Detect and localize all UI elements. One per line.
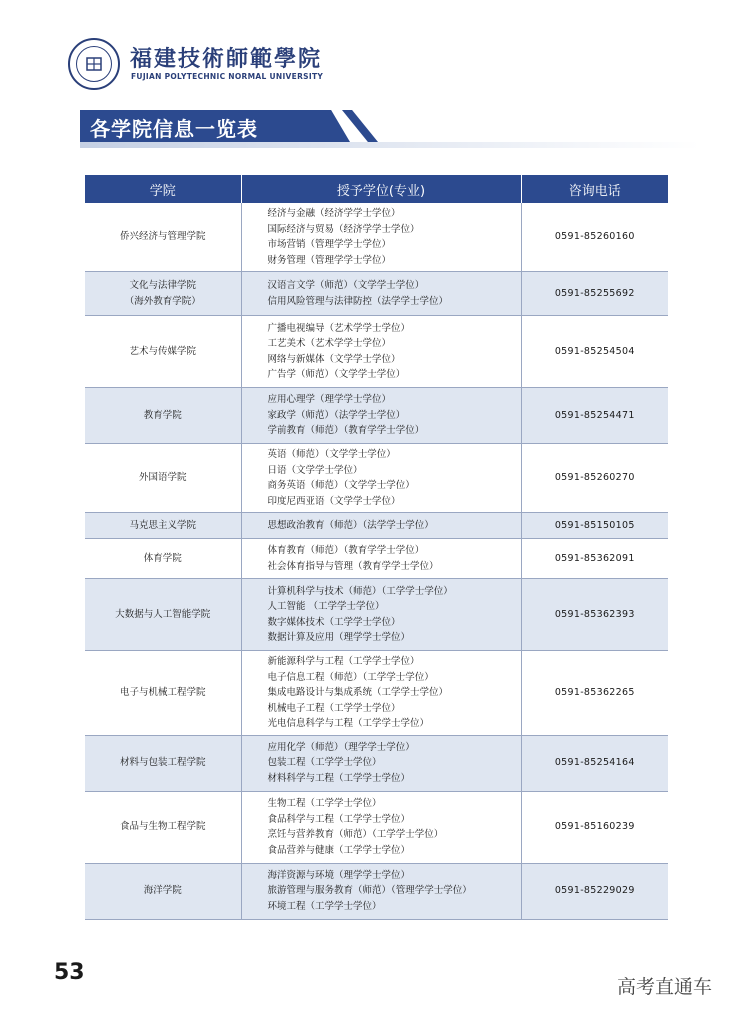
degree-item: 社会体育指导与管理（教育学学士学位） [267, 560, 439, 572]
degrees-cell [241, 579, 521, 651]
degree-item: 食品科学与工程（工学学士学位） [267, 813, 411, 825]
degree-item: 数字媒体技术（工学学士学位） [267, 616, 401, 628]
degree-item: 工艺美术（艺术学学士学位） [267, 338, 392, 349]
college-name: 海洋学院 [143, 885, 182, 897]
degree-item: 信用风险管理与法律防控（法学学士学位） [267, 295, 449, 307]
degree-item: 广告学（师范）（文学学士学位） [267, 369, 406, 380]
degree-item: 家政学（师范）（法学学士学位） [267, 409, 406, 421]
degrees-cell [241, 203, 521, 272]
section-title: 各学院信息一览表 [90, 117, 258, 141]
table-row [85, 444, 668, 513]
degrees-cell [241, 735, 521, 791]
degree-item: 光电信息科学与工程（工学学士学位） [267, 718, 430, 729]
college-info-table [85, 175, 668, 920]
degree-item: 新能源科学与工程（工学学士学位） [267, 656, 420, 667]
degrees-cell [241, 388, 521, 444]
degree-item: 环境工程（工学学士学位） [267, 900, 382, 912]
degree-item: 旅游管理与服务教育（师范）（管理学学士学位） [267, 885, 472, 897]
degree-item: 集成电路设计与集成系统（工学学士学位） [267, 687, 449, 698]
degree-item: 电子信息工程（师范）（工学学士学位） [267, 671, 434, 683]
college-name-cell [85, 203, 241, 272]
table-row [85, 513, 668, 539]
column-header-degrees: 授予学位(专业) [241, 175, 521, 203]
table-row [85, 539, 668, 579]
university-header [68, 36, 368, 92]
degree-item: 汉语言文学（师范）（文学学士学位） [267, 280, 425, 291]
college-name: 文化与法律学院 [129, 280, 196, 291]
college-name: 电子与机械工程学院 [119, 687, 206, 698]
college-name-cell [85, 539, 241, 579]
table-row [85, 388, 668, 444]
degree-item: 计算机科学与技术（师范）（工学学士学位） [267, 585, 453, 597]
table-row [85, 735, 668, 791]
degree-item: 烹饪与营养教育（师范）（工学学士学位） [267, 829, 444, 840]
degree-item: 思想政治教育（师范）（法学学士学位） [267, 519, 434, 531]
college-name-cell [85, 579, 241, 651]
college-name: 体育学院 [143, 552, 182, 564]
degree-item: 数据计算及应用（理学学士学位） [267, 632, 411, 643]
degree-item: 商务英语（师范）（文学学士学位） [267, 480, 415, 491]
phone-cell: 0591-85255692 [521, 272, 668, 316]
degree-item: 市场营销（管理学学士学位） [267, 239, 392, 250]
degrees-cell [241, 444, 521, 513]
degrees-cell [241, 539, 521, 579]
degree-item: 财务管理（管理学学士学位） [267, 254, 392, 266]
column-header-college: 学院 [85, 175, 241, 203]
degree-item: 国际经济与贸易（经济学学士学位） [267, 223, 420, 235]
degrees-cell [241, 651, 521, 736]
degree-item: 海洋资源与环境（理学学士学位） [267, 869, 411, 881]
degree-item: 生物工程（工学学士学位） [267, 798, 382, 809]
degree-item: 英语（师范）（文学学士学位） [267, 449, 396, 460]
phone-cell: 0591-85254504 [521, 316, 668, 388]
degree-item: 机械电子工程（工学学士学位） [267, 702, 401, 714]
college-name: 侨兴经济与管理学院 [119, 231, 206, 243]
degree-item: 日语（文学学士学位） [267, 464, 363, 476]
college-name: 马克思主义学院 [129, 519, 196, 531]
degree-item: 学前教育（师范）（教育学学士学位） [267, 425, 425, 437]
phone-cell: 0591-85260270 [521, 444, 668, 513]
phone-cell: 0591-85160239 [521, 791, 668, 863]
college-name-cell [85, 863, 241, 919]
phone-cell: 0591-85254164 [521, 735, 668, 791]
university-name-cn: 福建技術師範學院 [130, 46, 323, 72]
degree-item: 食品营养与健康（工学学士学位） [267, 844, 411, 856]
degrees-cell [241, 316, 521, 388]
table-row [85, 272, 668, 316]
degree-item: 材料科学与工程（工学学士学位） [267, 772, 411, 784]
college-name: （海外教育学院） [124, 295, 201, 307]
watermark-text: 高考直通车 [617, 976, 713, 998]
university-seal-icon [68, 38, 120, 90]
college-name-cell [85, 316, 241, 388]
page-number: 53 [54, 960, 85, 985]
table-row [85, 791, 668, 863]
degrees-cell [241, 863, 521, 919]
college-name: 食品与生物工程学院 [119, 821, 206, 833]
column-header-phone: 咨询电话 [521, 175, 668, 203]
phone-cell: 0591-85150105 [521, 513, 668, 539]
phone-cell: 0591-85260160 [521, 203, 668, 272]
phone-cell: 0591-85362091 [521, 539, 668, 579]
college-name-cell [85, 444, 241, 513]
university-name-en: FUJIAN POLYTECHNIC NORMAL UNIVERSITY [131, 72, 324, 81]
table-body [85, 203, 668, 919]
degrees-cell [241, 513, 521, 539]
college-name-cell [85, 791, 241, 863]
college-name-cell [85, 388, 241, 444]
degree-item: 印度尼西亚语（文学学士学位） [267, 495, 401, 507]
degree-item: 人工智能 （工学学士学位） [267, 601, 385, 612]
college-name: 材料与包装工程学院 [119, 757, 206, 769]
phone-cell: 0591-85254471 [521, 388, 668, 444]
degree-item: 经济与金融（经济学学士学位） [267, 208, 401, 219]
college-name: 外国语学院 [138, 472, 187, 484]
degree-item: 应用心理学（理学学士学位） [267, 394, 392, 406]
degrees-cell [241, 272, 521, 316]
degree-item: 包装工程（工学学士学位） [267, 757, 382, 769]
table-header-row [85, 175, 668, 203]
college-name: 艺术与传媒学院 [129, 345, 196, 357]
college-name-cell [85, 272, 241, 316]
college-name: 大数据与人工智能学院 [115, 608, 211, 620]
table-row [85, 579, 668, 651]
phone-cell: 0591-85362393 [521, 579, 668, 651]
phone-cell: 0591-85362265 [521, 651, 668, 736]
college-name-cell [85, 735, 241, 791]
table-row [85, 316, 668, 388]
college-name: 教育学院 [143, 409, 182, 421]
table-row [85, 203, 668, 272]
degree-item: 应用化学（师范）（理学学士学位） [267, 741, 415, 753]
degrees-cell [241, 791, 521, 863]
table-row [85, 651, 668, 736]
degree-item: 网络与新媒体（文学学士学位） [267, 353, 401, 365]
college-name-cell [85, 651, 241, 736]
college-name-cell [85, 513, 241, 539]
phone-cell: 0591-85229029 [521, 863, 668, 919]
degree-item: 体育教育（师范）（教育学学士学位） [267, 545, 425, 556]
section-title-band [80, 110, 700, 150]
table-row [85, 863, 668, 919]
degree-item: 广播电视编导（艺术学学士学位） [267, 322, 411, 334]
